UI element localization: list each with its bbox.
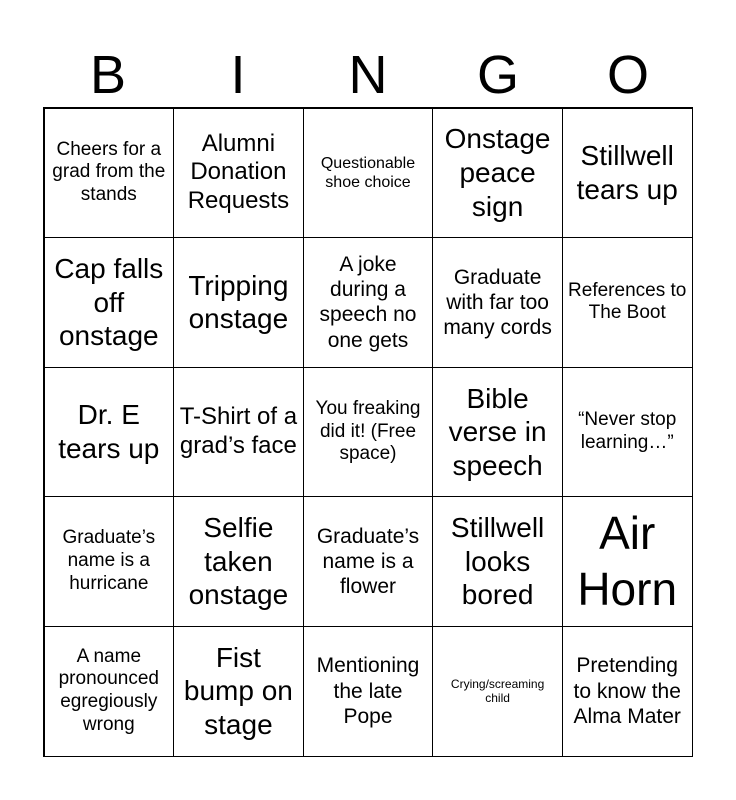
bingo-square-text: Alumni Donation Requests bbox=[187, 129, 290, 215]
bingo-square-text: Cap falls off onstage bbox=[54, 253, 164, 352]
header-letter-n: N bbox=[348, 45, 388, 105]
bingo-square-text: Dr. E tears up bbox=[58, 399, 160, 464]
bingo-square[interactable] bbox=[303, 367, 434, 498]
header-letter-b: B bbox=[89, 45, 127, 105]
bingo-square[interactable] bbox=[173, 237, 304, 368]
bingo-square[interactable] bbox=[432, 626, 563, 757]
bingo-square[interactable] bbox=[562, 496, 693, 627]
bingo-square-text: Onstage peace sign bbox=[444, 123, 551, 222]
bingo-square[interactable] bbox=[44, 367, 175, 498]
bingo-square-text: Crying/screaming child bbox=[450, 676, 545, 706]
bingo-card-grid bbox=[43, 107, 693, 757]
bingo-square[interactable] bbox=[562, 626, 693, 757]
bingo-square-text: You freaking did it! (Free space) bbox=[315, 397, 421, 465]
bingo-square-text: Questionable shoe choice bbox=[320, 154, 416, 191]
bingo-square-text: A joke during a speech no one gets bbox=[319, 253, 417, 352]
bingo-square-text: Tripping onstage bbox=[188, 269, 289, 335]
bingo-square[interactable] bbox=[303, 496, 434, 627]
bingo-square-text: A name pronounced egregiously wrong bbox=[58, 645, 159, 735]
bingo-square-text: Stillwell tears up bbox=[576, 140, 678, 205]
bingo-square-text: References to The Boot bbox=[568, 279, 687, 324]
bingo-square-text: Selfie taken onstage bbox=[188, 512, 289, 611]
bingo-square[interactable] bbox=[44, 237, 175, 368]
bingo-square[interactable] bbox=[173, 496, 304, 627]
bingo-square[interactable] bbox=[44, 108, 175, 239]
bingo-square[interactable] bbox=[173, 367, 304, 498]
bingo-square-text: Stillwell looks bored bbox=[450, 512, 545, 611]
header-letter-i: I bbox=[230, 45, 246, 105]
bingo-header bbox=[43, 42, 693, 108]
bingo-square-text: Air Horn bbox=[577, 507, 678, 615]
bingo-square[interactable] bbox=[303, 626, 434, 757]
bingo-square[interactable] bbox=[303, 108, 434, 239]
bingo-square-text: Mentioning the late Pope bbox=[316, 654, 420, 728]
bingo-square-text: Bible verse in speech bbox=[448, 382, 547, 481]
bingo-square[interactable] bbox=[303, 237, 434, 368]
bingo-square-text: Pretending to know the Alma Mater bbox=[573, 654, 681, 728]
bingo-square[interactable] bbox=[562, 237, 693, 368]
bingo-square-text: Fist bump on stage bbox=[183, 641, 293, 740]
bingo-square-text: Graduate with far too many cords bbox=[443, 265, 552, 339]
bingo-square-text: T-Shirt of a grad’s face bbox=[179, 403, 298, 459]
bingo-square-text: Graduate’s name is a flower bbox=[316, 524, 420, 599]
bingo-square[interactable] bbox=[173, 108, 304, 239]
bingo-square[interactable] bbox=[432, 237, 563, 368]
header-letter-g: G bbox=[476, 45, 519, 105]
bingo-square[interactable] bbox=[432, 108, 563, 239]
bingo-square[interactable] bbox=[44, 496, 175, 627]
header-letter-o: O bbox=[606, 45, 649, 105]
bingo-square[interactable] bbox=[432, 367, 563, 498]
bingo-square-text: “Never stop learning…” bbox=[578, 409, 677, 453]
bingo-square[interactable] bbox=[44, 626, 175, 757]
bingo-square[interactable] bbox=[432, 496, 563, 627]
bingo-square[interactable] bbox=[562, 367, 693, 498]
bingo-square[interactable] bbox=[173, 626, 304, 757]
bingo-square-text: Cheers for a grad from the stands bbox=[52, 138, 166, 206]
bingo-square[interactable] bbox=[562, 108, 693, 239]
bingo-square-text: Graduate’s name is a hurricane bbox=[62, 527, 156, 594]
